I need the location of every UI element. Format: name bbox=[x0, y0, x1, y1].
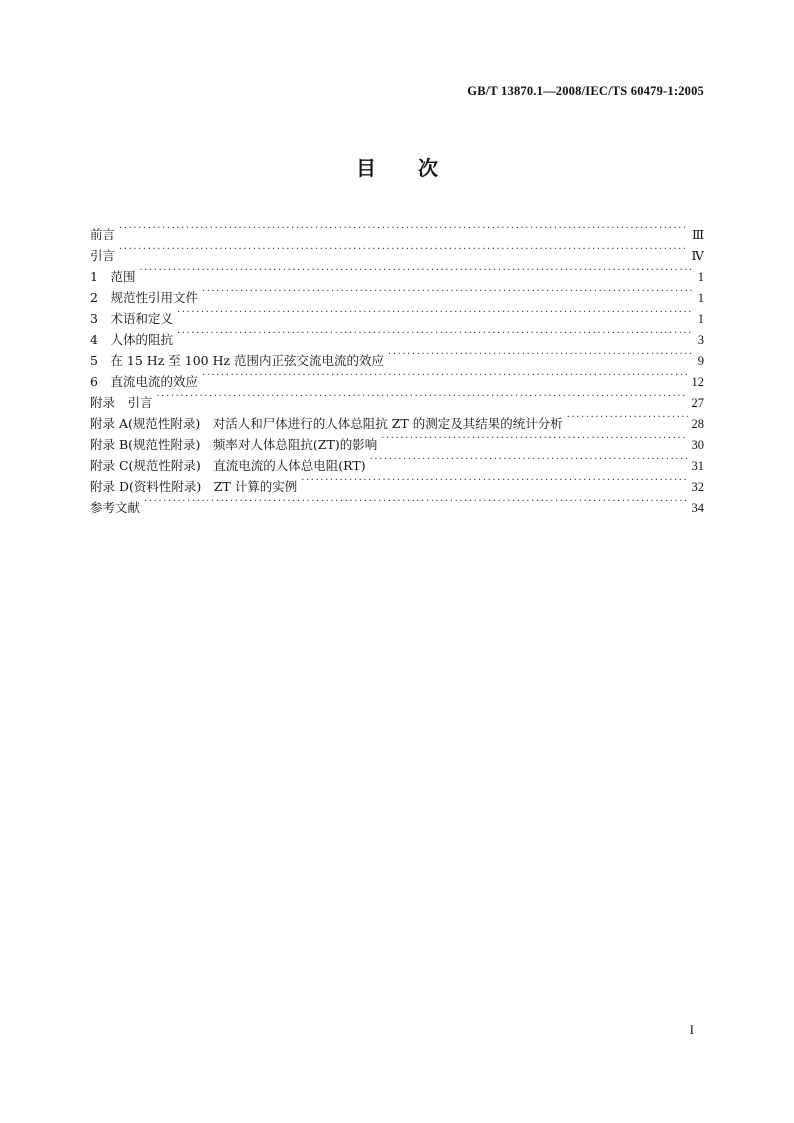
toc-entry-label: 4 人体的阻抗 bbox=[90, 332, 173, 347]
toc-entry-label: 1 范围 bbox=[90, 269, 136, 284]
toc-entry-page: Ⅳ bbox=[691, 249, 704, 263]
toc-entry-page: 1 bbox=[697, 312, 704, 326]
toc-entry[interactable] bbox=[90, 260, 704, 284]
toc-title-char-1: 目 bbox=[356, 156, 376, 180]
toc-entry[interactable] bbox=[90, 407, 704, 431]
toc-entry-page: 3 bbox=[697, 333, 704, 347]
toc-leader-dots bbox=[139, 260, 693, 281]
toc-entry-page: 1 bbox=[697, 291, 704, 305]
toc-title bbox=[0, 152, 794, 181]
toc-entry[interactable] bbox=[90, 302, 704, 326]
toc-leader-dots bbox=[301, 470, 687, 491]
toc-leader-dots bbox=[177, 323, 694, 344]
toc-entry-label: 附录 D(资料性附录) ZT 计算的实例 bbox=[90, 479, 298, 494]
toc-entry[interactable] bbox=[90, 218, 704, 242]
toc-entry-label: 3 术语和定义 bbox=[90, 311, 173, 326]
toc-leader-dots bbox=[119, 239, 687, 260]
toc-entry-label: 参考文献 bbox=[90, 500, 141, 515]
toc-entry-label: 前言 bbox=[90, 227, 116, 242]
toc-leader-dots bbox=[177, 302, 694, 323]
toc-entry-label: 附录 C(规范性附录) 直流电流的人体总电阻(RT) bbox=[90, 458, 366, 473]
toc-entry-label: 2 规范性引用文件 bbox=[90, 290, 198, 305]
toc-leader-dots bbox=[202, 281, 694, 302]
toc-entry[interactable] bbox=[90, 491, 704, 515]
toc-entry-label: 附录 B(规范性附录) 频率对人体总阻抗(ZT)的影响 bbox=[90, 437, 378, 452]
page-number: I bbox=[689, 1022, 694, 1037]
toc-leader-dots bbox=[567, 407, 688, 428]
toc-entry[interactable] bbox=[90, 344, 704, 368]
toc-entry-page: 1 bbox=[697, 270, 704, 284]
table-of-contents bbox=[90, 218, 704, 515]
toc-entry-page: 27 bbox=[691, 396, 704, 410]
toc-entry-page: 32 bbox=[691, 480, 704, 494]
toc-entry-label: 5 在 15 Hz 至 100 Hz 范围内正弦交流电流的效应 bbox=[90, 353, 385, 368]
toc-entry-label: 引言 bbox=[90, 248, 116, 263]
toc-entry-page: 9 bbox=[697, 354, 704, 368]
toc-entry-page: Ⅲ bbox=[691, 228, 704, 242]
toc-entry-label: 附录 A(规范性附录) 对活人和尸体进行的人体总阻抗 ZT 的测定及其结果的统计分析 bbox=[90, 416, 563, 431]
toc-entry[interactable] bbox=[90, 386, 704, 410]
toc-leader-dots bbox=[370, 449, 688, 470]
toc-title-char-2: 次 bbox=[418, 156, 438, 180]
toc-entry-label: 附录 引言 bbox=[90, 395, 153, 410]
toc-entry[interactable] bbox=[90, 281, 704, 305]
toc-entry[interactable] bbox=[90, 323, 704, 347]
toc-leader-dots bbox=[119, 218, 688, 239]
toc-entry-page: 12 bbox=[691, 375, 704, 389]
toc-entry-label: 6 直流电流的效应 bbox=[90, 374, 198, 389]
toc-leader-dots bbox=[202, 365, 688, 386]
toc-leader-dots bbox=[157, 386, 688, 407]
toc-leader-dots bbox=[388, 344, 694, 365]
toc-entry-page: 31 bbox=[691, 459, 704, 473]
toc-entry-page: 34 bbox=[691, 501, 704, 515]
toc-entry[interactable] bbox=[90, 239, 704, 263]
toc-entry-page: 28 bbox=[691, 417, 704, 431]
toc-leader-dots bbox=[381, 428, 687, 449]
toc-entry-page: 30 bbox=[691, 438, 704, 452]
standard-code: GB/T 13870.1—2008/IEC/TS 60479-1:2005 bbox=[467, 84, 704, 98]
toc-leader-dots bbox=[144, 491, 687, 512]
